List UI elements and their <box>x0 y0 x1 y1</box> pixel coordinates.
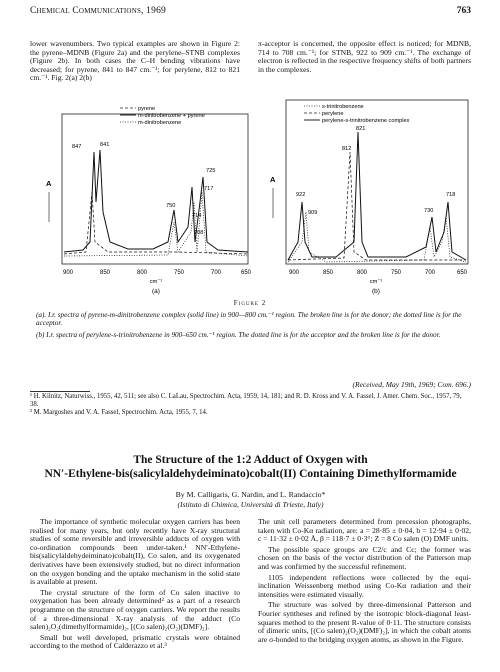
peak-label: 847 <box>72 144 82 150</box>
running-head <box>30 6 471 18</box>
page-number: 763 <box>456 6 471 16</box>
legend-complex: m-dinitrobenzene + pyrene <box>138 113 205 119</box>
x-axis-unit: cm⁻¹ <box>149 279 163 285</box>
paragraph: The crystal structure of the form of Co salen inactive to oxygenation has been already determined² as a part of a research programme on the structure of oxygen carriers. We report the results of a three-dimensional X-ray analysis of the adduct (Co salen)₂O₂(dimethylformamide)₂, [(Co salen)₂(O₂)(DMF)₂]. <box>30 587 240 632</box>
x-tick: 850 <box>322 270 334 276</box>
panel-label: (a) <box>152 288 160 295</box>
legend-perylene: perylene <box>322 111 344 117</box>
paragraph: The possible space groups are C2/c and Cc; the former was chosen on the basis of the vector distribution of the Patterson map and was confirmed by the successful refinement. <box>258 544 471 571</box>
y-axis-label: A <box>46 179 52 188</box>
y-axis-label: A <box>270 175 276 184</box>
peak-label: 708 <box>194 230 204 236</box>
peak-label: 750 <box>166 203 176 209</box>
x-tick: 900 <box>288 270 300 276</box>
peak-label: 909 <box>308 210 318 216</box>
paragraph: Small but well developed, prismatic crystals were obtained according to the method of Calderazzo et al.³ <box>30 632 240 651</box>
x-tick: 650 <box>240 270 252 276</box>
figure-2a <box>28 92 254 297</box>
left-column-body <box>30 518 240 653</box>
x-tick: 650 <box>456 270 468 276</box>
affiliation: (Istituto di Chimica, Università di Trieste, Italy) <box>177 500 324 509</box>
left-column-top <box>30 40 240 85</box>
peak-label: 821 <box>356 126 366 132</box>
x-tick: 750 <box>173 270 185 276</box>
caption-a: (a). I.r. spectra of pyrene-m-dinitrobenzene complex (solid line) in 900—800 cm.⁻¹ region. The broken line is for the donor; the dotted line is for the acceptor. <box>36 311 462 328</box>
peak-label: 725 <box>206 168 216 174</box>
references <box>30 393 471 416</box>
peak-label: 841 <box>100 142 110 148</box>
caption-b: (b) I.r. spectra of perylene-s-trinitrobenzene in 900–650 cm.⁻¹ region. The dotted line is for the acceptor and the broken line is for the donor. <box>36 330 441 339</box>
x-tick: 700 <box>210 270 222 276</box>
journal-name: Chemical Communications, 1969 <box>30 6 166 16</box>
figure-title: Figure 2 <box>233 299 267 307</box>
peak-label: 717 <box>204 186 214 192</box>
legend-mdnb: m-dinitrobenzene <box>138 120 182 126</box>
x-tick: 900 <box>62 270 74 276</box>
right-column-body <box>258 518 471 646</box>
figure-2b-spectrum <box>256 92 472 297</box>
x-tick: 800 <box>356 270 368 276</box>
legend-pyrene: pyrene <box>138 106 156 112</box>
article-title-line: NN′-Ethylene-bis(salicylaldehydeiminato)cobalt(II) Containing Dimethylformamide <box>44 467 457 480</box>
references-rule <box>30 391 90 392</box>
legend-stnb: s-trinitrobenzene <box>322 104 364 110</box>
paragraph: π-acceptor is concerned, the opposite effect is noticed; for MDNB, 714 to 708 cm.⁻¹; for STNB, 922 to 909 cm.⁻¹. The exchange of electron is reflected in the respective frequency shifts of both partners in the complexes. <box>258 39 471 74</box>
right-column-top <box>258 40 471 76</box>
legend-complex: perylene-s-trinitrobenzene complex <box>322 118 410 124</box>
peak-label: 922 <box>296 192 306 198</box>
paragraph: 1105 independent reflections were collected by the equi-inclination Weissenberg method using Co-Kα radiation and their intensities were estimated visually. <box>258 572 471 599</box>
x-tick: 700 <box>424 270 436 276</box>
paragraph: lower wavenumbers. Two typical examples are shown in Figure 2: the pyrene–MDNB (Figure 2a) and the perylene–STNB complexes (Figure 2b). In both cases the C–H bending vibrations have decreased; for pyrene, 841 to 847 cm.⁻¹; for perylene, 812 to 821 cm.⁻¹. Fig. 2(a) 2(b) <box>30 39 240 83</box>
paragraph: The unit cell parameters determined from precession photographs, taken with Co-Kα radiation, are: a = 28·85 ± 0·04, b = 12·94 ± 0·02, c = 11·32 ± 0·02 Å, β = 118·7 ± 0·3°; Z = 8 Co salen (O) DMF units. <box>258 517 471 544</box>
reference: ² M. Margoshes and V. A. Fassel, Spectrochim. Acta, 1955, 7, 14. <box>30 408 208 416</box>
x-tick: 850 <box>99 270 111 276</box>
authors: By M. Calligaris, G. Nardin, and L. Randaccio* <box>175 490 326 499</box>
x-tick: 750 <box>390 270 402 276</box>
paragraph: The structure was solved by three-dimensional Patterson and Fourier syntheses and refined by the isotropic block-diagonal least-squares method to the present R-value of 0·11. The structure consists of dimeric units, [(Co salen)₂(O₂)(DMF)₂], in which the cobalt atoms are σ-bonded to the bridging oxygen atoms, as shown in the Figure. <box>258 600 471 644</box>
panel-label: (b) <box>372 288 380 295</box>
peak-label: 718 <box>446 192 456 198</box>
figure-captions <box>36 311 466 342</box>
article-title-line: The Structure of the 1:2 Adduct of Oxygen with <box>133 454 368 466</box>
article-title <box>30 454 471 481</box>
peak-label: 730 <box>424 208 434 214</box>
figure-2b <box>256 92 472 297</box>
reference: ¹ H. Kilnitz, Naturwiss., 1955, 42, 511; see also C. LaLau, Spectrochim. Acta, 1959, 14, 181; and R. D. Kross and V. A. Fassel, J. Amer. Chem. Soc., 1957, 79, 38. <box>30 393 462 408</box>
peak-label: 812 <box>342 146 352 152</box>
peak-label: 714 <box>192 213 202 219</box>
x-tick: 800 <box>136 270 148 276</box>
received-date: (Received, May 19th, 1969; Com. 696.) <box>352 380 471 389</box>
figure-2a-spectrum <box>28 92 254 297</box>
x-axis-unit: cm⁻¹ <box>369 279 383 285</box>
paragraph: The importance of synthetic molecular oxygen carriers has been realised for many years, but only recently have X-ray structural studies of some reversible and irreversible adducts of oxygen with co-ordination compounds been under-taken.¹ NN′-Ethylene-bis(salicylaldehydeiminato)cobalt(II), Co salen, and its oxygenated derivatives have been extensively studied, but no direct information on the oxygen bonding and the uptake mechanism in the solid state is available at present. <box>30 517 240 587</box>
